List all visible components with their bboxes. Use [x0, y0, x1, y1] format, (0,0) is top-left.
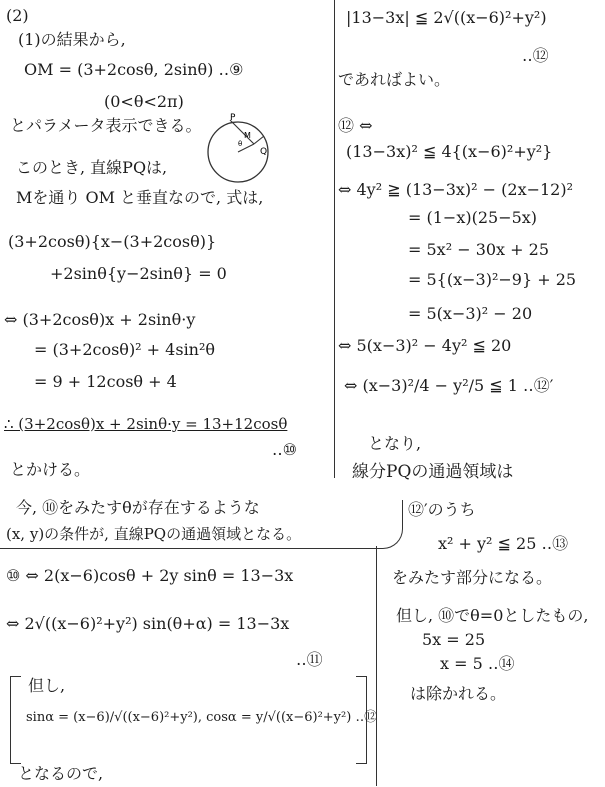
line-mitasu: をみたす部分になる。: [392, 568, 553, 587]
label-theta: θ: [238, 140, 243, 148]
line-12-equiv: ⑫ ⇔: [338, 116, 373, 135]
line-eq-5: = 9 + 12cosθ + 4: [34, 372, 177, 391]
line-tadashi-right: 但し, ⑩でθ=0としたもの,: [396, 606, 589, 625]
line-x5: x = 5 ‥⑭: [440, 654, 515, 673]
problem-number: (2): [6, 6, 29, 25]
line-kakeru: とかける。: [10, 460, 91, 479]
line-eq-transform: ⑩ ⇔ 2(x−6)cosθ + 2y sinθ = 13−3x: [6, 566, 294, 585]
label-10: ‥⑩: [272, 440, 298, 459]
label-11: ‥⑪: [296, 650, 323, 669]
line-complete: = 5{(x−3)²−9} + 25: [408, 270, 577, 289]
label-12: ‥⑫: [522, 46, 549, 65]
line-sin-cos-alpha: sinα = (x−6)/√((x−6)²+y²), cosα = y/√((x−6)²+y²) ‥⑫: [26, 710, 378, 725]
note-box-corner: [372, 500, 403, 549]
line-eq-1: (3+2cosθ){x−(3+2cosθ)}: [8, 232, 217, 251]
line-nozokareru: は除かれる。: [410, 684, 507, 703]
line-abs-ineq: |13−3x| ≦ 2√((x−6)²+y²): [346, 8, 547, 27]
column-divider-lower: [376, 546, 377, 786]
column-divider: [334, 0, 335, 478]
line-om-parameter: OM = (3+2cosθ, 2sinθ) ‥⑨: [24, 60, 244, 79]
line-naru-node: となるので,: [18, 764, 104, 783]
line-eq-4: = (3+2cosθ)² + 4sin²θ: [34, 340, 216, 359]
line-tonari: となり,: [368, 434, 422, 453]
line-eq-3: ⇔ (3+2cosθ)x + 2sinθ·y: [4, 310, 196, 329]
line-condition-2: (x, y)の条件が, 直線PQの通過領域となる。: [6, 525, 302, 543]
line-hyperbola: ⇔ (x−3)²/4 − y²/5 ≦ 1 ‥⑫′: [344, 376, 554, 395]
line-5x: 5x = 25: [422, 630, 486, 649]
line-parameter-note: とパラメータ表示できる。: [10, 116, 202, 135]
label-q: Q: [260, 147, 268, 157]
line-dearebayoi: であればよい。: [338, 70, 451, 89]
bracket-left: [10, 676, 21, 764]
line-ineq-20: ⇔ 5(x−3)² − 4y² ≦ 20: [338, 336, 512, 355]
line-eq-2: +2sinθ{y−2sinθ} = 0: [50, 264, 227, 283]
line-sq-ineq: (13−3x)² ≦ 4{(x−6)²+y²}: [346, 142, 553, 161]
line-perpendicular: Mを通り OM と垂直なので, 式は,: [16, 188, 264, 207]
label-p: P: [230, 113, 236, 123]
line-eq-10: ∴ (3+2cosθ)x + 2sinθ·y = 13+12cosθ: [4, 415, 288, 433]
line-4y2: ⇔ 4y² ≧ (13−3x)² − (2x−12)²: [338, 180, 574, 199]
line-pq-intro: このとき, 直線PQは,: [16, 158, 168, 177]
line-condition-1: 今, ⑩をみたすθが存在するような: [16, 498, 260, 517]
circle-diagram: [200, 108, 280, 188]
line-circle-ineq: x² + y² ≦ 25 ‥⑬: [438, 534, 569, 553]
line-simplify: = 5(x−3)² − 20: [408, 304, 533, 323]
line-uchi: ⑫′のうち: [408, 500, 476, 519]
line-factor: = (1−x)(25−5x): [408, 208, 538, 227]
label-m: M: [244, 131, 251, 140]
section-divider: [0, 548, 378, 549]
line-1: (1)の結果から,: [18, 30, 126, 49]
line-theta-range: (0<θ<2π): [104, 92, 184, 111]
line-expand: = 5x² − 30x + 25: [408, 240, 550, 259]
line-region: 線分PQの通過領域は: [352, 462, 514, 482]
line-eq-synthesis: ⇔ 2√((x−6)²+y²) sin(θ+α) = 13−3x: [6, 614, 290, 633]
line-tadashi: 但し,: [28, 676, 66, 695]
